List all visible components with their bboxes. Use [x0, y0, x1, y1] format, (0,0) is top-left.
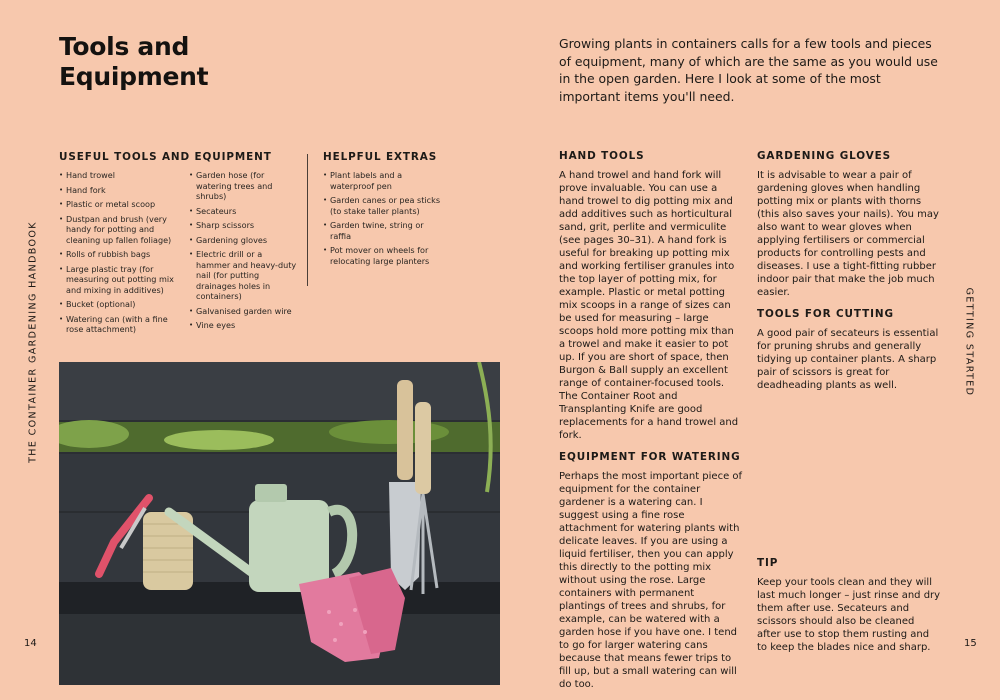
list-item: • Plant labels and a waterproof pen: [323, 170, 441, 191]
gloves-heading: GARDENING GLOVES: [757, 150, 892, 162]
right-column-1: [559, 150, 743, 700]
page-number-left: 14: [24, 638, 37, 649]
list-item: • Secateurs: [189, 206, 297, 217]
helpful-extras-heading: HELPFUL EXTRAS: [323, 151, 438, 163]
cutting-body: A good pair of secateurs is essential for pruning shrubs and generally tidying up container plants. A sharp pair of scissors is great for deadheading plants as well.: [757, 328, 939, 391]
tools-photo-illustration: [59, 362, 500, 685]
list-item: • Garden canes or pea sticks (to stake taller plants): [323, 195, 441, 216]
fence-board-bottom: [59, 614, 500, 685]
list-item: • Watering can (with a fine rose attachment): [59, 314, 183, 335]
running-head-left: THE CONTAINER GARDENING HANDBOOK: [27, 221, 39, 463]
useful-tools-list-2: [189, 170, 297, 339]
list-item: • Electric drill or a hammer and heavy-duty nail (for putting drainages holes in containers): [189, 249, 297, 302]
helpful-extras-list: [323, 170, 441, 266]
tip-heading: TIP: [757, 557, 779, 569]
tip-body: Keep your tools clean and they will last much longer – just rinse and dry them after use. Secateurs and scissors should also be cleaned after use to stop them rusting and to keep the blades nice and sharp.: [757, 577, 941, 653]
tip-box: [757, 557, 941, 663]
list-item: • Bucket (optional): [59, 299, 183, 310]
trowel-blade: [389, 482, 421, 590]
right-column-2: [757, 150, 941, 401]
list-item: • Galvanised garden wire: [189, 306, 297, 317]
useful-tools-list-1: [59, 170, 183, 339]
useful-tools-section: [59, 151, 299, 339]
list-item: • Dustpan and brush (very handy for potting and cleaning up fallen foliage): [59, 214, 183, 246]
cutting-heading: TOOLS FOR CUTTING: [757, 308, 894, 320]
list-item: • Large plastic tray (for measuring out potting mix and mixing in additives): [59, 264, 183, 296]
watering-heading: EQUIPMENT FOR WATERING: [559, 451, 741, 463]
gloves-body: It is advisable to wear a pair of gardening gloves when handling potting mix or plants with thorns (this also saves your nails). You may also want to wear gloves when applying fertilisers or commercial products for controlling pests and diseases. I use a tight-fitting rubber indoor pair that make the job much easier.: [757, 170, 939, 298]
helpful-extras-section: [323, 151, 441, 270]
tools-photo: [59, 362, 500, 685]
watering-can-body: [249, 500, 329, 592]
column-divider: [307, 154, 308, 286]
watering-can-neck: [255, 484, 287, 502]
list-item: • Rolls of rubbish bags: [59, 249, 183, 260]
page-title-line-2: Equipment: [59, 62, 209, 91]
trowel-handle: [397, 380, 413, 480]
list-item: • Hand trowel: [59, 170, 183, 181]
watering-body: Perhaps the most important piece of equipment for the container gardener is a watering can. I suggest using a fine rose attachment for watering plants with delicate leaves. If you are using a liquid fertiliser, then you can apply this directly to the potting mix without using the rose. Large containers with permanent plantings of trees and shrubs, for example, can be watered with a garden hose if you have one. I tend to go for larger watering cans because that means fewer trips to fill up, but a small watering can will do too.: [559, 471, 743, 690]
hand-tools-heading: HAND TOOLS: [559, 150, 645, 162]
useful-tools-heading: USEFUL TOOLS AND EQUIPMENT: [59, 151, 272, 163]
intro-paragraph: Growing plants in containers calls for a few tools and pieces of equipment, many of which are the same as you would use in the open garden. Here I look at some of the most important items you'll need.: [559, 36, 938, 104]
list-item: • Vine eyes: [189, 320, 297, 331]
page-title: [59, 32, 208, 92]
fence-board-top: [59, 362, 500, 420]
hand-tools-body: A hand trowel and hand fork will prove invaluable. You can use a hand trowel to dig potting mix and add additives such as horticultural sand, grit, perlite and vermiculite (see pages 30–31). A hand fork is useful for breaking up potting mix and working fertiliser granules into the top layer of potting mix, for example. Plastic or metal potting mix scoops in a range of sizes can be used for measuring – large scoops hold more potting mix than a trowel and make it easier to pot up. If you are short of space, then Burgon & Ball supply an excellent range of container-focused tools. The Container Root and Transplanting Knife are good replacements for a hand trowel and fork.: [559, 170, 739, 441]
list-item: • Sharp scissors: [189, 220, 297, 231]
running-head-right: GETTING STARTED: [963, 287, 975, 397]
page-title-line-1: Tools and: [59, 32, 190, 61]
list-item: • Garden twine, string or raffia: [323, 220, 441, 241]
list-item: • Hand fork: [59, 185, 183, 196]
page-number-right: 15: [964, 638, 977, 649]
list-item: • Gardening gloves: [189, 235, 297, 246]
foliage-leaf: [164, 430, 274, 450]
list-item: • Plastic or metal scoop: [59, 199, 183, 210]
list-item: • Garden hose (for watering trees and shrubs): [189, 170, 297, 202]
fork-handle: [415, 402, 431, 494]
list-item: • Pot mover on wheels for relocating large planters: [323, 245, 441, 266]
